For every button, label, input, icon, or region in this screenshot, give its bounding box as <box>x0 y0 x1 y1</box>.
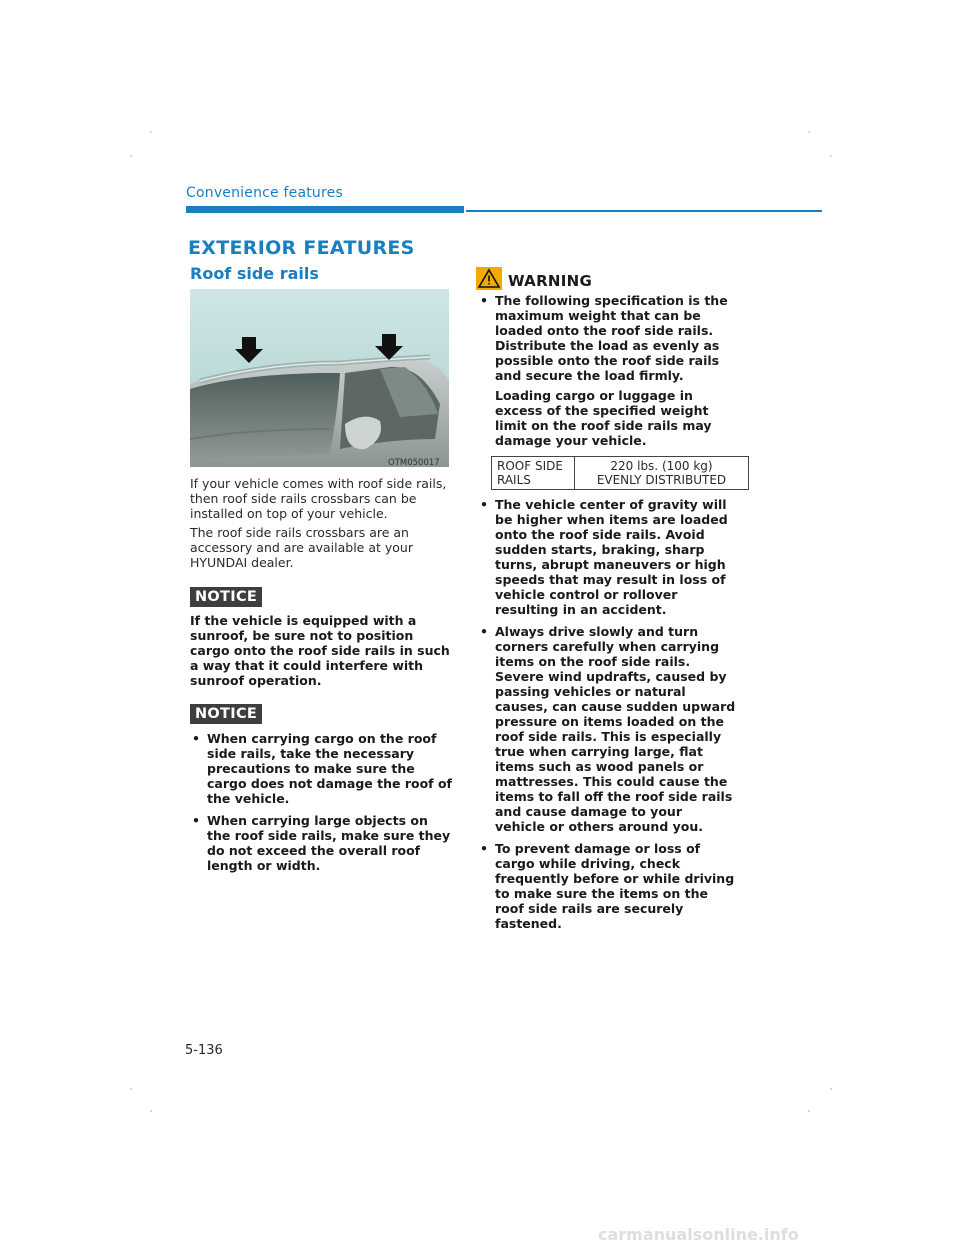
intro-paragraph-1: If your vehicle comes with roof side rails, then roof side rails crossbars can be installed on top of your vehicle. <box>190 476 447 521</box>
header-rule <box>466 210 822 212</box>
notice-badge <box>190 703 262 722</box>
list-item: • To prevent damage or loss of cargo while driving, check frequently before or while driving to make sure the items on the roof side rails are securely fastened. <box>478 841 736 931</box>
crop-mark <box>808 131 810 133</box>
figure-code: OTM050017 <box>388 458 440 468</box>
notice-badge <box>190 586 262 605</box>
spec-value-line: 220 lbs. (100 kg) <box>610 459 713 473</box>
warning-item-extra: Loading cargo or luggage in excess of the specified weight limit on the roof side rails may damage your vehicle. <box>495 388 712 448</box>
list-item <box>478 293 736 490</box>
crop-mark <box>150 1110 152 1112</box>
crop-mark <box>150 131 152 133</box>
spec-value <box>575 457 749 490</box>
intro-paragraph-2: The roof side rails crossbars are an accessory and are available at your HYUNDAI dealer. <box>190 525 413 570</box>
crop-mark <box>130 1088 132 1090</box>
spec-label: ROOF SIDE RAILS <box>492 457 575 490</box>
header-bar <box>186 206 464 213</box>
crop-mark <box>830 155 832 157</box>
warning-title: WARNING <box>508 271 593 290</box>
spec-table <box>491 456 749 490</box>
chapter-heading: EXTERIOR FEATURES <box>188 237 415 259</box>
notice-label: NOTICE <box>190 704 262 724</box>
notice-text: If the vehicle is equipped with a sunroof, be sure not to position cargo onto the roof side rails in such a way that it could interfere with sunroof operation. <box>190 613 450 688</box>
watermark: carmanualsonline.info <box>598 1225 799 1244</box>
warning-item-text: • The following specification is the maximum weight that can be loaded onto the roof side rails. Distribute the load as evenly as possible onto the roof side rails and secure the load firmly. <box>495 293 728 383</box>
section-title: Convenience features <box>186 185 343 201</box>
section-heading: Roof side rails <box>190 264 319 283</box>
notice-list <box>190 731 452 880</box>
warning-list <box>478 293 736 938</box>
list-item: • When carrying cargo on the roof side rails, take the necessary precautions to make sure the cargo does not damage the roof of the vehicle. <box>190 731 452 806</box>
warning-icon <box>476 267 502 294</box>
crop-mark <box>830 1088 832 1090</box>
notice-label: NOTICE <box>190 587 262 607</box>
page-number: 5-136 <box>185 1043 223 1058</box>
warning-header <box>476 267 592 294</box>
list-item: • Always drive slowly and turn corners carefully when carrying items on the roof side rails. Severe wind updrafts, caused by passing vehicles or natural causes, can cause sudden upward pressure on items loaded on the roof side rails. This is especially true when carrying large, flat items such as wood panels or mattresses. This could cause the items to fall off the roof side rails and cause damage to your vehicle or others around you. <box>478 624 736 834</box>
list-item: • When carrying large objects on the roof side rails, make sure they do not exceed the overall roof length or width. <box>190 813 452 873</box>
crop-mark <box>130 155 132 157</box>
roof-rails-photo <box>190 289 449 467</box>
crop-mark <box>808 1110 810 1112</box>
spec-value-line: EVENLY DISTRIBUTED <box>596 473 727 487</box>
list-item: • The vehicle center of gravity will be higher when items are loaded onto the roof side rails. Avoid sudden starts, braking, sharp turns, abrupt maneuvers or high speeds that may result in loss of vehicle control or rollover resulting in an accident. <box>478 497 736 617</box>
